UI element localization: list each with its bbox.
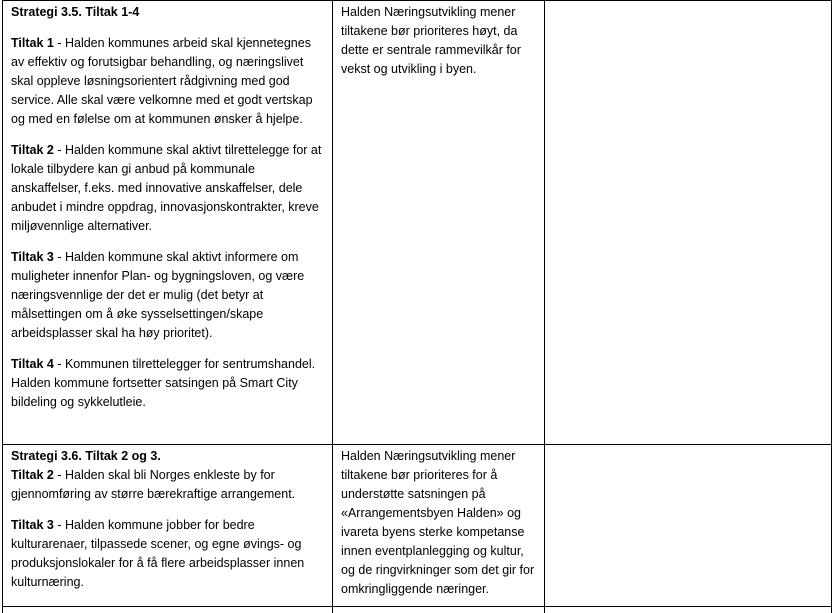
measure-label: Tiltak 1 bbox=[11, 36, 54, 50]
measure-paragraph bbox=[11, 34, 324, 129]
measure-text: - Kommunen tilrettelegger for sentrumshandel. Halden kommune fortsetter satsingen på Smart City bildeling og sykkelutleie. bbox=[11, 357, 316, 409]
measure-label: Tiltak 3 bbox=[11, 518, 54, 532]
strategy-heading: Strategi 3.6. Tiltak 2 og 3. bbox=[11, 449, 161, 463]
measure-paragraph bbox=[11, 141, 324, 236]
measure-label: Tiltak 4 bbox=[11, 357, 54, 371]
empty-cell bbox=[545, 445, 832, 607]
measure-paragraph bbox=[11, 355, 324, 412]
table-row bbox=[3, 607, 832, 613]
measure-paragraph bbox=[11, 466, 324, 504]
measure-label: Tiltak 3 bbox=[11, 250, 54, 264]
measure-text: - Halden kommune skal aktivt tilrettelegge for at lokale tilbydere kan gi anbud på kommunale anskaffelser, f.eks. med innovative anskaffelser, dele anbudet i mindre oppdrag, innovasjonskontrakter, kreve miljøvennlige alternativer. bbox=[11, 143, 322, 233]
strategy-heading: Strategi 3.5. Tiltak 1-4 bbox=[11, 5, 140, 19]
table-row bbox=[3, 445, 832, 607]
measure-text: - Halden kommune jobber for bedre kulturarenaer, tilpassede scener, og egne øvings- og produksjonslokaler for å få flere arbeidsplasser innen kulturnæring. bbox=[11, 518, 305, 589]
empty-cell bbox=[545, 1, 832, 445]
comment-cell bbox=[333, 1, 545, 445]
cut-off-cell bbox=[3, 607, 333, 613]
measure-text: - Halden skal bli Norges enkleste by for gjennomføring av større bærekraftige arrangement. bbox=[11, 468, 296, 501]
comment-cell bbox=[333, 445, 545, 607]
strategy-cell bbox=[3, 445, 333, 607]
consultation-response-table bbox=[2, 0, 832, 613]
measure-label: Tiltak 2 bbox=[11, 143, 54, 157]
comment-text: Halden Næringsutvikling mener tiltakene bør prioriteres for å understøtte satsningen på «Arrangementsbyen Halden» og ivareta byens sterke kompetanse innen eventplanlegging og kultur, og de ringvirkninger som det gir for omkringliggende næringer. bbox=[341, 449, 535, 596]
cut-off-cell bbox=[545, 607, 832, 613]
table-row bbox=[3, 1, 832, 445]
strategy-cell bbox=[3, 1, 333, 445]
measure-text: - Halden kommunes arbeid skal kjennetegnes av effektiv og forutsigbar behandling, og næringslivet skal oppleve løsningsorientert rådgivning med god service. Alle skal være velkomne med et godt vertskap og med en følelse om at kommunen ønsker å hjelpe. bbox=[11, 36, 313, 126]
measure-text: - Halden kommune skal aktivt informere om muligheter innenfor Plan- og bygningsloven, og være næringsvennlige der det er mulig (det betyr at målsettingen om å øke sysselsettingen/skape arbeidsplasser skal ha høy prioritet). bbox=[11, 250, 305, 340]
measure-paragraph bbox=[11, 248, 324, 343]
measure-label: Tiltak 2 bbox=[11, 468, 54, 482]
cut-off-cell bbox=[333, 607, 545, 613]
comment-text: Halden Næringsutvikling mener tiltakene bør prioriteres høyt, da dette er sentrale rammevilkår for vekst og utvikling i byen. bbox=[341, 5, 521, 76]
measure-paragraph bbox=[11, 516, 324, 592]
